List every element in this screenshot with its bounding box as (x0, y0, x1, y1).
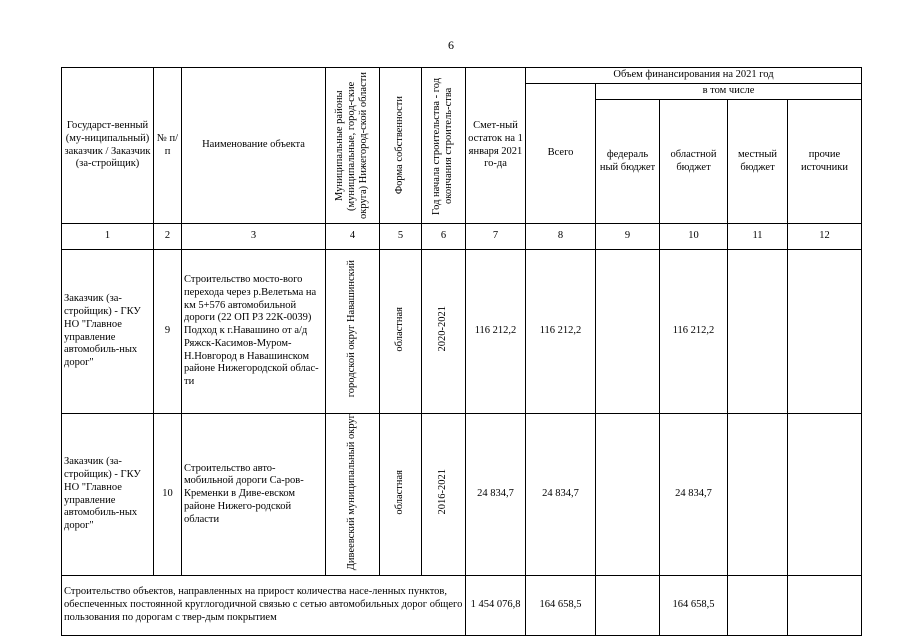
column-number: 6 (422, 224, 466, 250)
page-number: 6 (448, 38, 454, 52)
header-regional: областной бюджет (660, 100, 728, 224)
summary-total: 164 658,5 (526, 576, 596, 636)
table-row (62, 414, 862, 576)
row-regional: 24 834,7 (660, 414, 728, 576)
column-number: 7 (466, 224, 526, 250)
row-ownership-cell (380, 414, 422, 576)
row-years: 2020-2021 (437, 306, 449, 352)
row-estimate-balance: 116 212,2 (466, 250, 526, 414)
summary-row (62, 576, 862, 636)
summary-estimate-balance: 1 454 076,8 (466, 576, 526, 636)
row-object-name: Строительство авто-мобильной дороги Са-ров-Кременки в Диве-евском районе Нижего-родской области (182, 414, 326, 576)
row-total: 116 212,2 (526, 250, 596, 414)
row-num: 9 (154, 250, 182, 414)
row-other (788, 250, 862, 414)
header-districts: Муниципальные районы (муниципальные, город-ские округа) Нижегород-ской области (334, 72, 370, 219)
header-local: местный бюджет (728, 100, 788, 224)
header-districts-cell (326, 68, 380, 224)
header-num: № п/п (154, 68, 182, 224)
header-object-name: Наименование объекта (182, 68, 326, 224)
column-number: 3 (182, 224, 326, 250)
column-number-row (62, 224, 862, 250)
row-customer: Заказчик (за-стройщик) - ГКУ НО "Главное управление автомобиль-ных дорог" (62, 250, 154, 414)
row-local (728, 414, 788, 576)
row-other (788, 414, 862, 576)
table-row (62, 250, 862, 414)
column-number: 12 (788, 224, 862, 250)
header-years-cell (422, 68, 466, 224)
header-ownership: Форма собственности (394, 96, 406, 195)
header-other: прочие источники (788, 100, 862, 224)
column-number: 8 (526, 224, 596, 250)
header-financing-group: Объем финансирования на 2021 год (526, 68, 862, 84)
header-estimate-balance: Смет-ный остаток на 1 января 2021 го-да (466, 68, 526, 224)
summary-label: Строительство объектов, направленных на прирост количества насе-ленных пунктов, обеспеченных постоянной круглогодичной связью с сетью автомобильных дорог общего пользования по дорогам с твер-дым покрытием (62, 576, 466, 636)
row-district-cell (326, 414, 380, 576)
column-number: 9 (596, 224, 660, 250)
row-district-cell (326, 250, 380, 414)
row-ownership: областная (394, 306, 406, 352)
column-number: 2 (154, 224, 182, 250)
header-customer: Государст-венный (му-ниципальный) заказчик / Заказчик (за-стройщик) (62, 68, 154, 224)
header-ownership-cell (380, 68, 422, 224)
column-number: 11 (728, 224, 788, 250)
row-object-name: Строительство мосто-вого перехода через р.Велетьма на км 5+576 автомобильной дороги (22 ОП РЗ 22К-0039) Подход к г.Навашино от а/д Ряжск-Касимов-Муром-Н.Новгород в Навашинском районе Нижегородской облас-ти (182, 250, 326, 414)
row-regional: 116 212,2 (660, 250, 728, 414)
row-customer: Заказчик (за-стройщик) - ГКУ НО "Главное управление автомобиль-ных дорог" (62, 414, 154, 576)
financing-table (61, 67, 862, 636)
row-total: 24 834,7 (526, 414, 596, 576)
header-total: Всего (526, 84, 596, 224)
row-district: городской округ Навашинский (346, 260, 358, 398)
row-years-cell (422, 414, 466, 576)
header-years: Год начала строительства - год окончания строитель-ства (431, 76, 455, 215)
row-federal (596, 414, 660, 576)
column-number: 10 (660, 224, 728, 250)
row-num: 10 (154, 414, 182, 576)
row-years-cell (422, 250, 466, 414)
header-including: в том числе (596, 84, 862, 100)
row-district: Дивеевский муниципальный округ (346, 414, 358, 571)
row-local (728, 250, 788, 414)
header-row-1 (62, 68, 862, 84)
summary-local (728, 576, 788, 636)
header-federal: федераль ный бюджет (596, 100, 660, 224)
summary-regional: 164 658,5 (660, 576, 728, 636)
summary-federal (596, 576, 660, 636)
row-ownership-cell (380, 250, 422, 414)
column-number: 1 (62, 224, 154, 250)
row-federal (596, 250, 660, 414)
row-estimate-balance: 24 834,7 (466, 414, 526, 576)
row-ownership: областная (394, 469, 406, 515)
summary-other (788, 576, 862, 636)
column-number: 5 (380, 224, 422, 250)
column-number: 4 (326, 224, 380, 250)
row-years: 2016-2021 (437, 469, 449, 515)
